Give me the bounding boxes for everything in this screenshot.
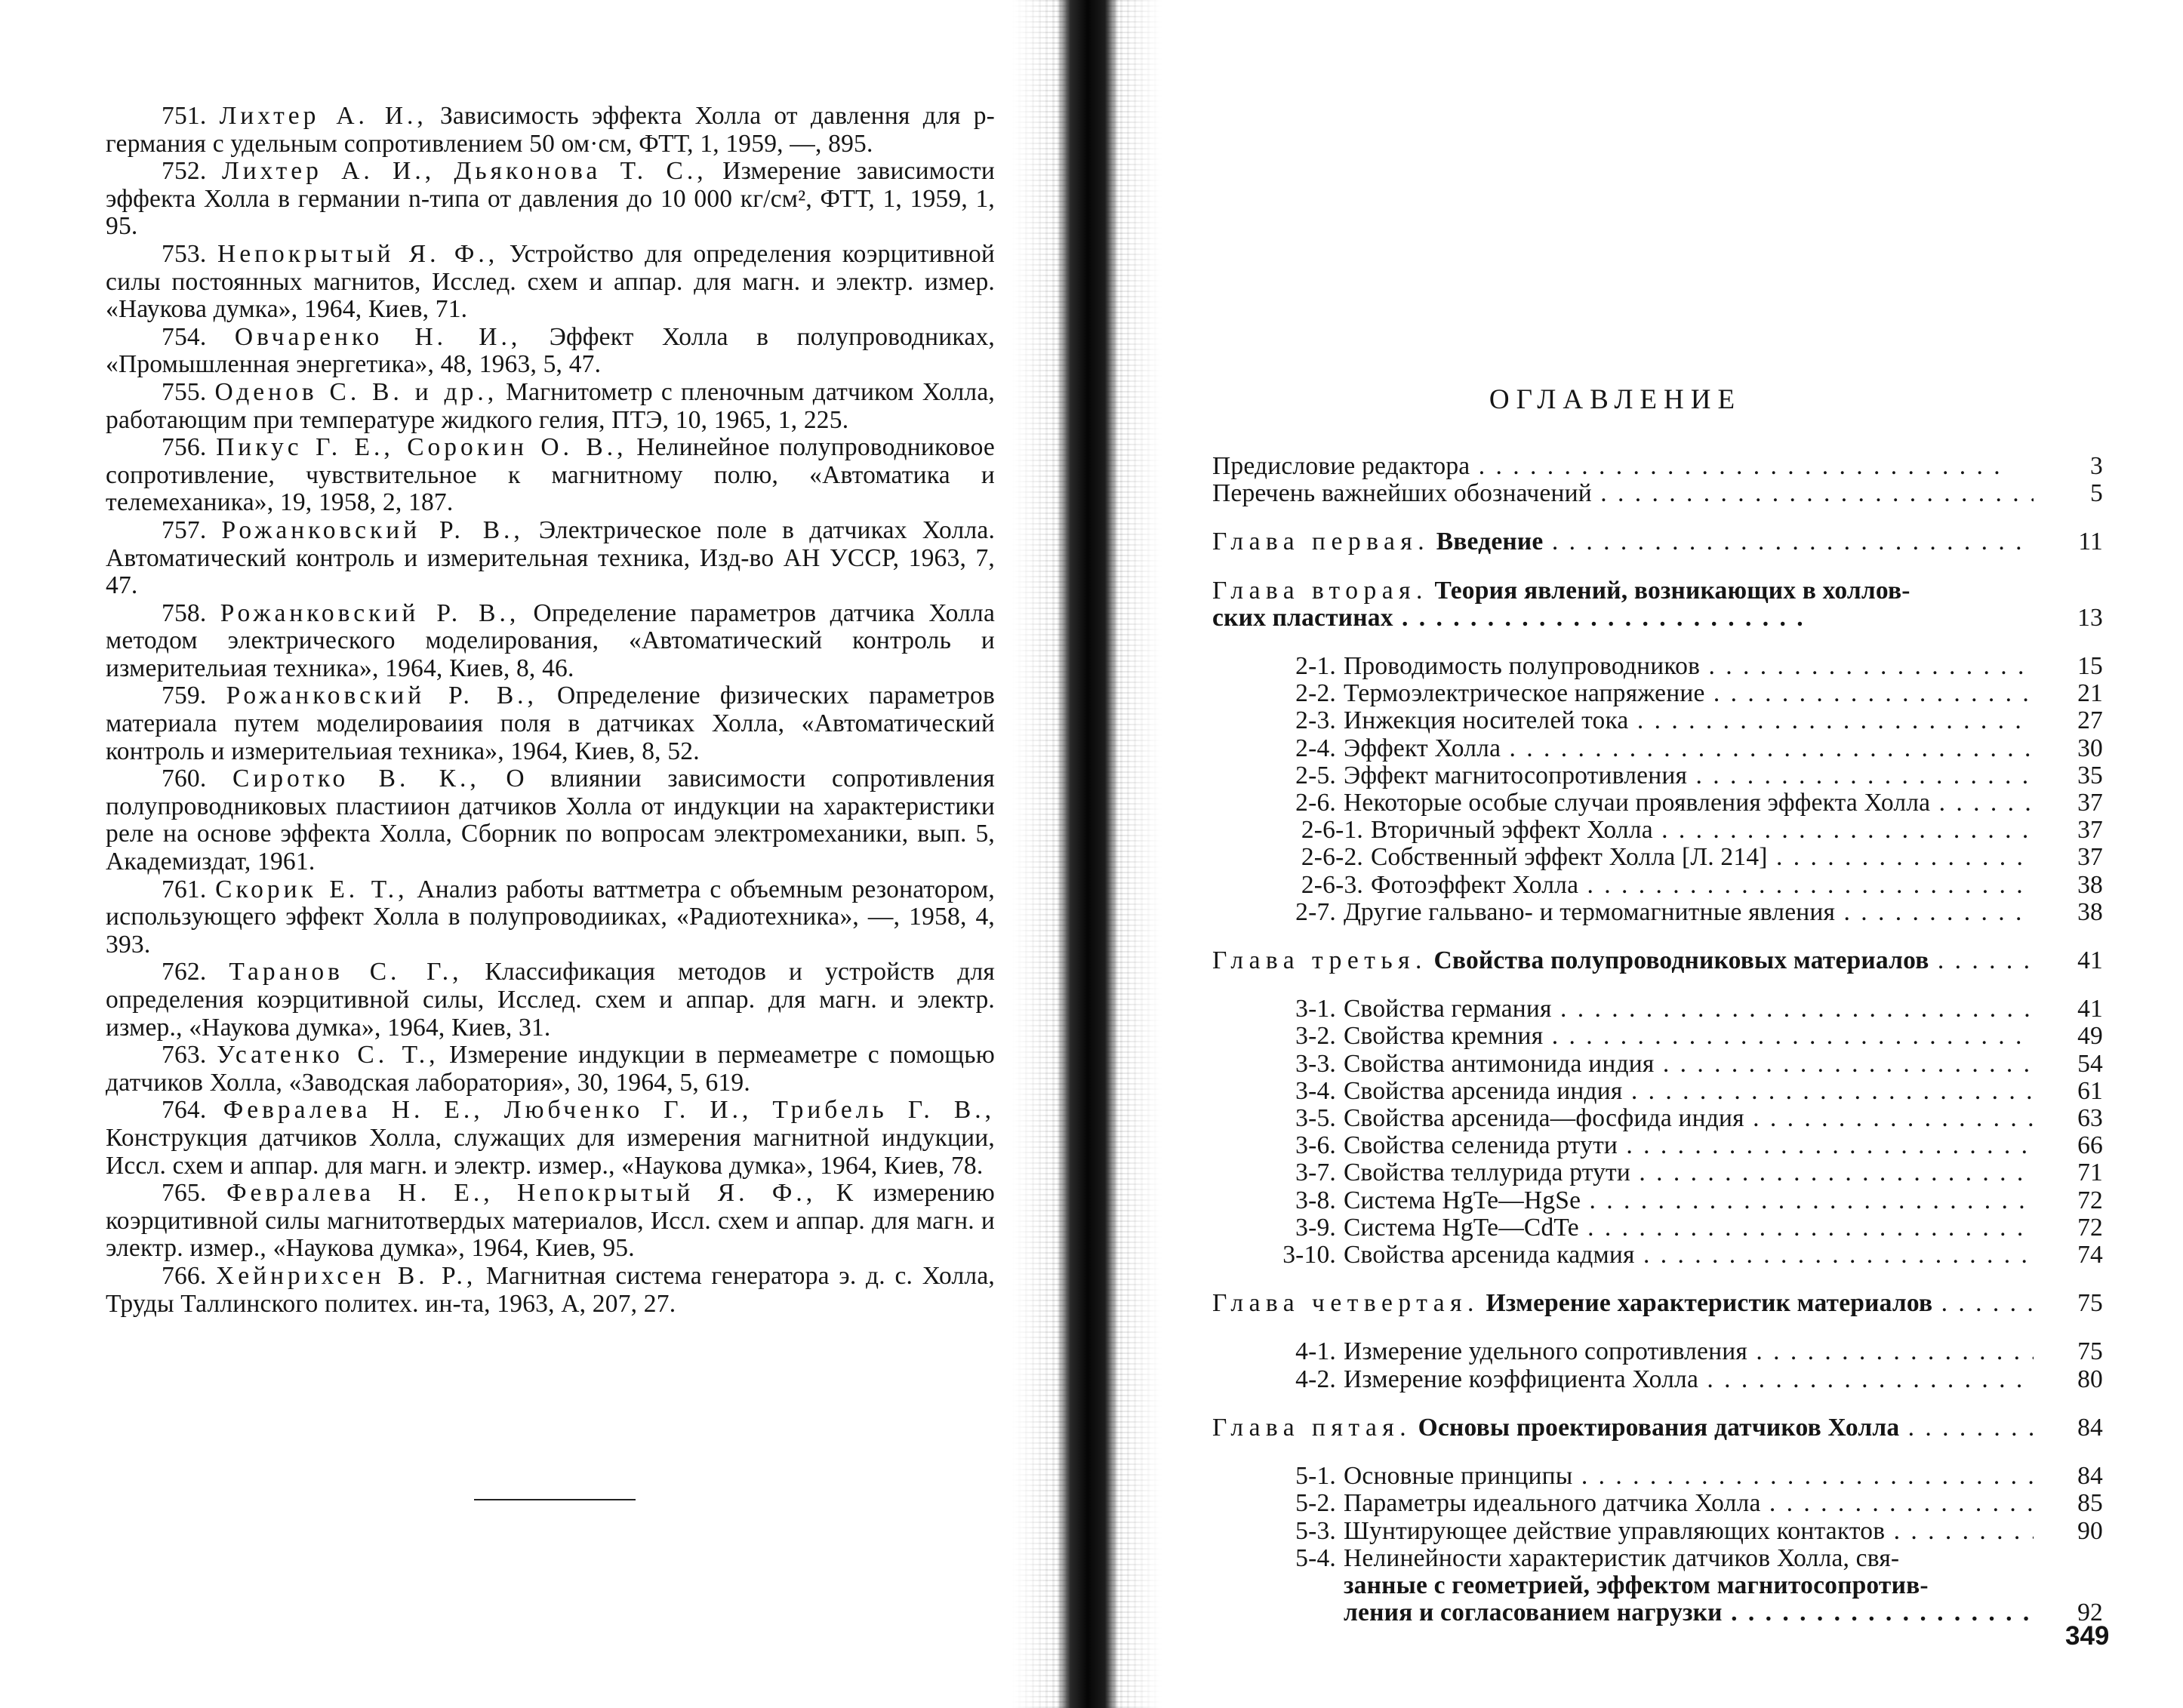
toc-section-5-3[interactable]: 5-3. Шунтирующее действие управляющих контактов . . 90 [1212,1518,2103,1545]
reference-751: 751. Лихтер А. И., Зависимость эффекта Холла от давлення для p-германия с удельным сопротивлением 50 ом·см, ФТТ, 1, 1959, —, 895. [106,102,995,158]
toc-subsection-2-6-2[interactable]: 2-6-2. Собственный эффект Холла [Л. 214] . . 37 [1212,844,2103,871]
toc-entry-preface[interactable]: Предисловие редактора . . 3 [1212,453,2103,480]
reference-763: 763. Усатенко С. Т., Измерение индукции в пермеаметре с помощью датчиков Холла, «Заводская лаборатория», 30, 1964, 5, 619. [106,1041,995,1097]
toc-subsection-2-6-3[interactable]: 2-6-3. Фотоэффект Холла . . 38 [1212,872,2103,899]
reference-755: 755. Оденов С. В. и др., Магнитометр с пленочным датчиком Холла, работающим при температуре жидкого гелия, ПТЭ, 10, 1965, 1, 225. [106,377,995,434]
reference-762: 762. Таранов С. Г., Классификация методов и устройств для определения коэрцитивной силы, Исслед. схем и аппар. для магн. и электр. измер., «Наукова думка», 1964, Киев, 31. [106,958,996,1042]
toc-section-2-2[interactable]: 2-2. Термоэлектрическое напряжение . . 21 [1212,680,2103,707]
toc-chapter-4[interactable]: Глава четвертая. Измерение характеристик материалов . . 75 [1212,1290,2103,1317]
toc-chapter-5-sections [1212,1463,2103,1626]
toc-section-3-8[interactable]: 3-8. Система HgTe—HgSe . . 72 [1212,1187,2103,1214]
toc-section-2-7[interactable]: 2-7. Другие гальвано- и термомагнитные явления . . 38 [1212,899,2103,926]
toc-section-3-9[interactable]: 3-9. Система HgTe—CdTe . . 72 [1212,1214,2103,1242]
reference-760: 760. Сиротко В. К., О влиянии зависимости сопротивления полупроводниковых пластиион датчиков Холла от индукции на характеристики реле на основе эффекта Холла, Сборник по вопросам электромеханики, вып. 5, Академиздат, 1961. [106,765,996,876]
right-page-contents [1212,0,2110,1708]
toc-chapter-5[interactable]: Глава пятая. Основы проектирования датчиков Холла . . 84 [1212,1414,2103,1442]
toc-section-2-3[interactable]: 2-3. Инжекция носителей тока . . 27 [1212,707,2103,734]
book-spine-gutter [996,0,1178,1708]
toc-entry-symbols[interactable]: Перечень важнейших обозначений . . 5 [1212,480,2103,507]
table-of-contents [1212,453,2103,1626]
toc-section-4-2[interactable]: 4-2. Измерение коэффициента Холла . . 80 [1212,1366,2103,1393]
toc-chapter-2[interactable]: Глава вторая. Теория явлений, возникающих в холлов- ских пластинах . . 13 [1212,577,2103,632]
toc-section-3-7[interactable]: 3-7. Свойства теллурида ртути . . 71 [1212,1159,2103,1186]
reference-754: 754. Овчаренко Н. И., Эффект Холла в полупроводниках, «Промышленная энергетика», 48, 1963, 5, 47. [106,322,995,379]
toc-section-2-6[interactable]: 2-6. Некоторые особые случаи проявления эффекта Холла . . 37 [1212,789,2103,817]
toc-section-3-2[interactable]: 3-2. Свойства кремния . . 49 [1212,1023,2103,1050]
toc-chapter-2-sections [1212,653,2103,926]
reference-752: 752. Лихтер А. И., Дьяконова Т. С., Измерение зависимости эффекта Холла в германии n-типа от давления до 10 000 кг/см², ФТТ, 1, 1959, 1, 95. [106,157,995,241]
reference-761: 761. Скорик Е. Т., Анализ работы ваттметра с объемным резонатором, использующего эффект Холла в полупроводииках, «Радиотехника», —, 1958, 4, 393. [106,875,996,959]
reference-764: 764. Февралева Н. Е., Любченко Г. И., Трибель Г. В., Конструкция датчиков Холла, служащих для измерения магнитной индукции, Иссл. схем и аппар. для магн. и электр. измер., «Наукова думка», 1964, Киев, 78. [106,1096,996,1180]
toc-section-3-10[interactable]: 3-10. Свойства арсенида кадмия . . 74 [1212,1242,2103,1269]
toc-section-2-4[interactable]: 2-4. Эффект Холла . . 30 [1212,735,2103,762]
toc-section-4-1[interactable]: 4-1. Измерение удельного сопротивления . . 75 [1212,1338,2103,1365]
reference-766: 766. Хейнрихсен В. Р., Магнитная система генератора э. д. с. Холла, Труды Таллинского политех. ин-та, 1963, А, 207, 27. [106,1261,995,1318]
toc-chapter-3[interactable]: Глава третья. Свойства полупроводниковых материалов . . 41 [1212,947,2103,974]
toc-section-3-4[interactable]: 3-4. Свойства арсенида индия . . 61 [1212,1078,2103,1105]
toc-subsection-2-6-1[interactable]: 2-6-1. Вторичный эффект Холла . . 37 [1212,817,2103,844]
reference-757: 757. Рожанковский Р. В., Электрическое поле в датчиках Холла. Автоматический контроль и измерительная техника, Изд-во АН УССР, 1963, 7, 47. [106,515,996,600]
spine-shadow [1057,0,1119,1708]
toc-section-3-1[interactable]: 3-1. Свойства германия . . 41 [1212,996,2103,1023]
toc-section-5-4[interactable]: 5-4. Нелинейности характеристик датчиков Холла, свя- занные с геометрией, эффектом магнитосопротив- ления и согласованием нагрузки . . 92 [1212,1545,2103,1627]
toc-section-3-5[interactable]: 3-5. Свойства арсенида—фосфида индия . . 63 [1212,1105,2103,1132]
reference-756: 756. Пикус Г. Е., Сорокин О. В., Нелинейное полупроводниковое сопротивление, чувствительное к магнитному полю, «Автоматика и телемеханика», 19, 1958, 2, 187. [106,433,995,517]
reference-753: 753. Непокрытый Я. Ф., Устройство для определения коэрцитивной силы постоянных магнитов, Исслед. схем и аппар. для магн. и электр. измер. «Наукова думка», 1964, Киев, 71. [106,239,996,324]
toc-section-3-6[interactable]: 3-6. Свойства селенида ртути . . 66 [1212,1132,2103,1159]
reference-758: 758. Рожанковский Р. В., Определение параметров датчика Холла методом электрического моделирования, «Автоматический контроль и измерительиая техника», 1964, Киев, 8, 46. [106,599,996,682]
left-page-references [106,103,995,1318]
page-number: 349 [2065,1621,2110,1651]
toc-chapter-1[interactable]: Глава первая. Введение . . 11 [1212,528,2103,555]
toc-chapter-4-sections [1212,1338,2103,1393]
reference-765: 765. Февралева Н. Е., Непокрытый Я. Ф., К измерению коэрцитивной силы магнитотвердых материалов, Иссл. схем и аппар. для магн. и электр. измер., «Наукова думка», 1964, Киев, 95. [106,1179,995,1263]
toc-chapter-3-sections [1212,996,2103,1269]
toc-section-5-2[interactable]: 5-2. Параметры идеального датчика Холла . . 85 [1212,1490,2103,1517]
toc-section-2-1[interactable]: 2-1. Проводимость полупроводников . . 15 [1212,653,2103,680]
reference-759: 759. Рожанковский Р. В., Определение физических параметров материала путем моделироваиия поля в датчиках Холла, «Автоматический контроль и измерительиая техника», 1964, Киев, 8, 52. [106,682,996,765]
toc-section-5-1[interactable]: 5-1. Основные принципы . . 84 [1212,1463,2103,1490]
end-rule-divider [474,1499,636,1500]
toc-title: ОГЛАВЛЕНИЕ [1489,384,1742,415]
toc-section-3-3[interactable]: 3-3. Свойства антимонида индия . . 54 [1212,1051,2103,1078]
toc-section-2-5[interactable]: 2-5. Эффект магнитосопротивления . . 35 [1212,762,2103,789]
